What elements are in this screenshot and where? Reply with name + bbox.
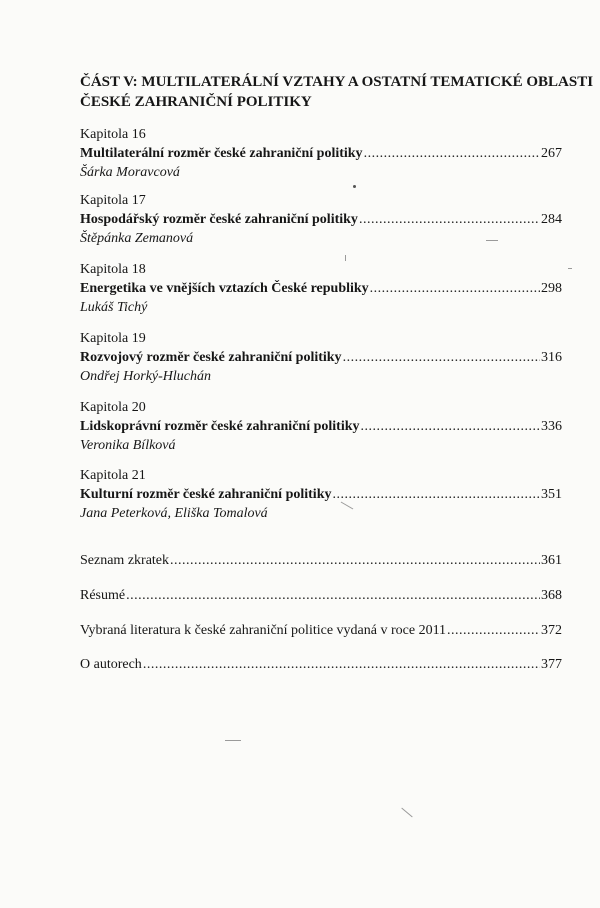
page-number: 368	[541, 588, 562, 603]
dot-leader	[143, 655, 540, 674]
part-title-line-2: ČESKÉ ZAHRANIČNÍ POLITIKY	[80, 94, 312, 110]
chapter-title: Kulturní rozměr české zahraniční politiky	[80, 487, 332, 502]
chapter-title: Hospodářský rozměr české zahraniční politiky	[80, 212, 358, 227]
dot-leader	[361, 417, 541, 436]
chapter-entry-line	[80, 417, 562, 436]
chapter-label: Kapitola 17	[80, 193, 146, 208]
entry-title: Résumé	[80, 588, 126, 603]
page-number: 267	[541, 146, 562, 161]
page-number: 361	[541, 553, 562, 568]
page-number: 284	[541, 212, 562, 227]
chapter-title: Rozvojový rozměr české zahraniční politiky	[80, 350, 342, 365]
page-number: 372	[541, 623, 562, 638]
entry-title: Seznam zkratek	[80, 553, 170, 568]
dot-leader	[126, 586, 540, 605]
chapter-entry-line	[80, 348, 562, 367]
chapter-entry-line	[80, 279, 562, 298]
chapter-title: Multilaterální rozměr české zahraniční politiky	[80, 146, 363, 161]
chapter-entry-line	[80, 485, 562, 504]
speck	[486, 240, 498, 241]
chapter-title: Energetika ve vnějších vztazích České republiky	[80, 281, 369, 296]
toc-entry-abbreviations	[80, 551, 562, 570]
speck	[401, 808, 412, 818]
toc-chapter-19	[80, 329, 562, 386]
toc-chapter-20	[80, 398, 562, 455]
chapter-author: Ondřej Horký-Hluchán	[80, 369, 212, 384]
toc-entry-literature	[80, 621, 562, 640]
chapter-title: Lidskoprávní rozměr české zahraniční politiky	[80, 419, 360, 434]
chapter-entry-line	[80, 210, 562, 229]
dot-leader	[370, 279, 540, 298]
page-number: 351	[541, 487, 562, 502]
toc-entry-resume	[80, 586, 562, 605]
speck	[568, 268, 572, 269]
chapter-label: Kapitola 21	[80, 468, 146, 483]
page-number: 316	[541, 350, 562, 365]
toc-entry-authors	[80, 655, 562, 674]
page-number: 377	[541, 657, 562, 672]
toc-chapter-16	[80, 125, 562, 182]
entry-title: Vybraná literatura k české zahraniční politice vydaná v roce 2011	[80, 623, 447, 638]
dot-leader	[343, 348, 540, 367]
chapter-entry-line	[80, 144, 562, 163]
speck	[353, 185, 356, 188]
page-number: 336	[541, 419, 562, 434]
chapter-label: Kapitola 19	[80, 331, 146, 346]
dot-leader	[170, 551, 540, 570]
speck	[225, 740, 241, 741]
entry-title: O autorech	[80, 657, 142, 672]
chapter-label: Kapitola 18	[80, 262, 146, 277]
chapter-author: Jana Peterková, Eliška Tomalová	[80, 506, 268, 521]
toc-chapter-21	[80, 466, 562, 523]
dot-leader	[332, 485, 540, 504]
chapter-label: Kapitola 16	[80, 127, 146, 142]
toc-chapter-18	[80, 260, 562, 317]
chapter-label: Kapitola 20	[80, 400, 146, 415]
part-title-line-1: ČÁST V: MULTILATERÁLNÍ VZTAHY A OSTATNÍ TEMATICKÉ OBLASTI	[80, 74, 594, 90]
chapter-author: Šárka Moravcová	[80, 165, 180, 180]
dot-leader	[364, 144, 540, 163]
page-number: 298	[541, 281, 562, 296]
dot-leader	[359, 210, 540, 229]
chapter-author: Veronika Bílková	[80, 438, 176, 453]
dot-leader	[447, 621, 540, 640]
speck	[345, 255, 346, 261]
part-title	[80, 72, 594, 112]
chapter-author: Lukáš Tichý	[80, 300, 148, 315]
chapter-author: Štěpánka Zemanová	[80, 231, 194, 246]
